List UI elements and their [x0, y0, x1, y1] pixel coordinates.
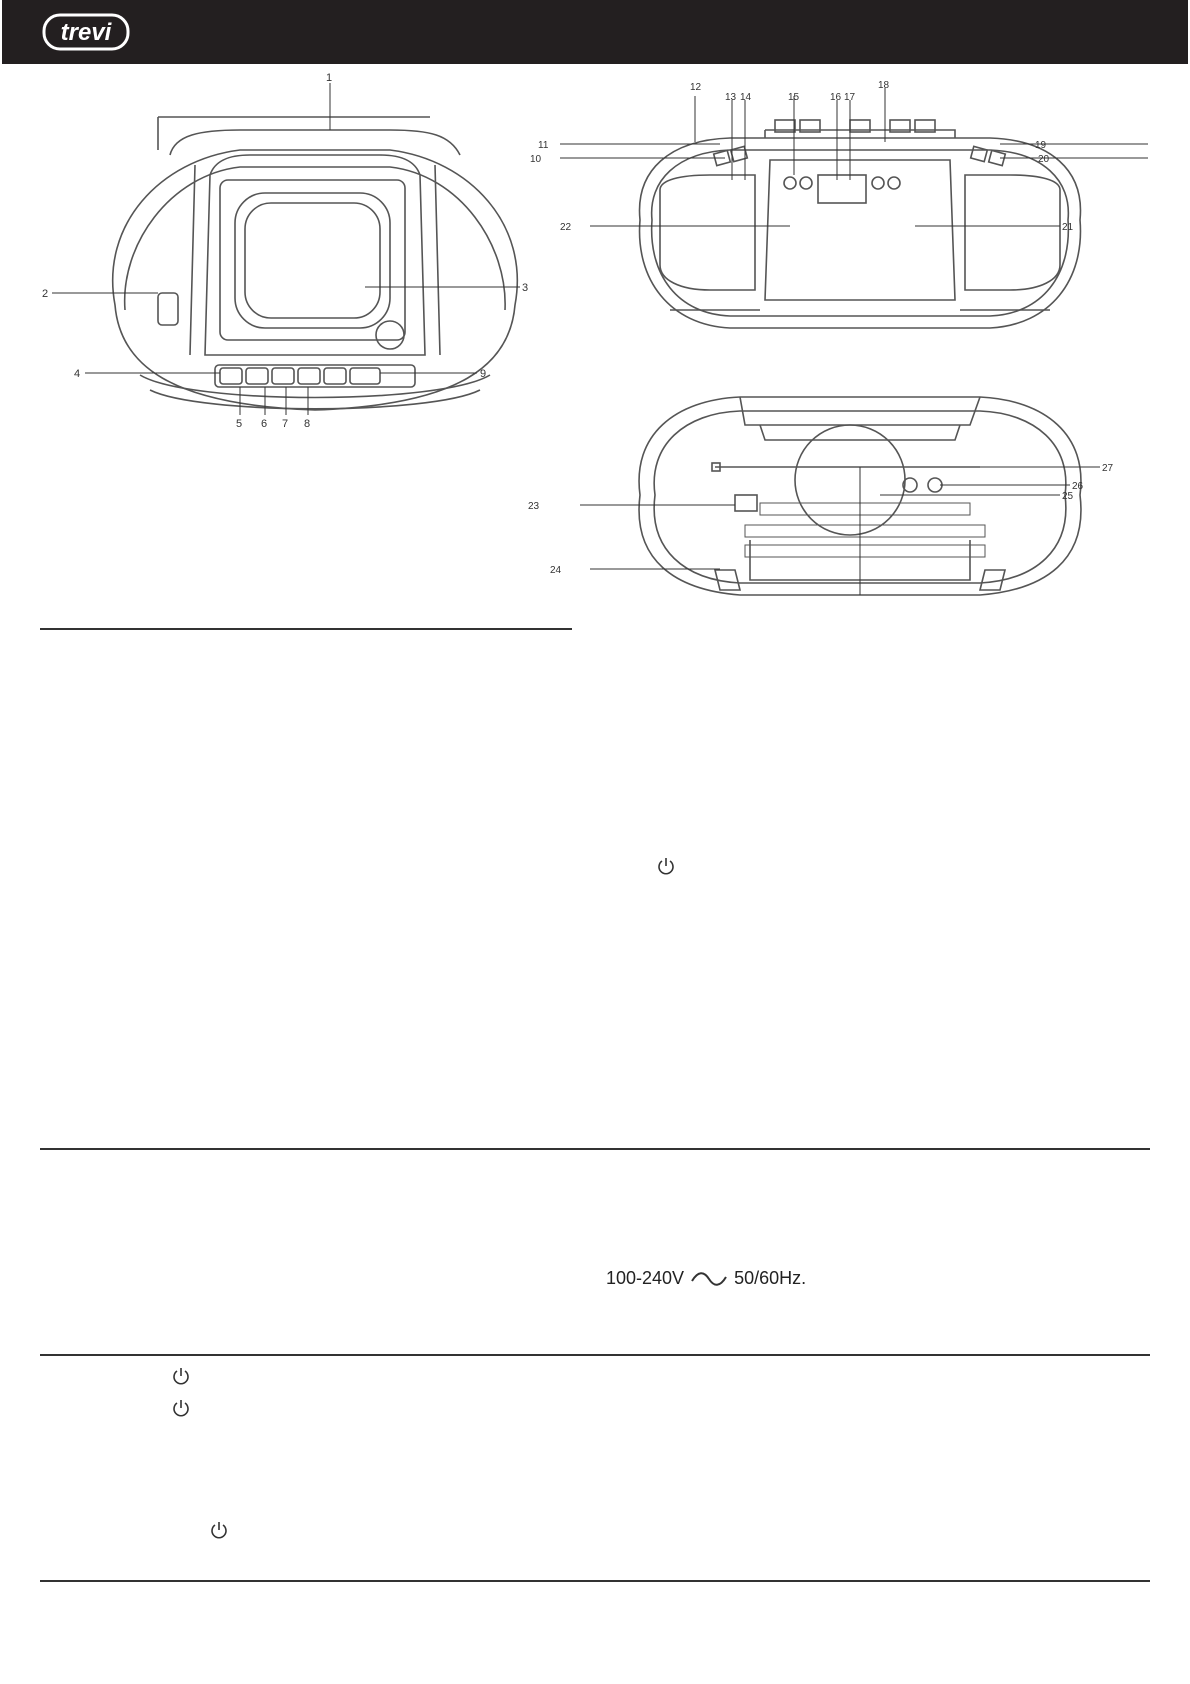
power-spec [606, 1268, 806, 1289]
callout-10: 10 [530, 154, 542, 165]
power-icon [209, 1520, 229, 1540]
callout-25: 25 [1062, 491, 1074, 502]
section-divider-1 [40, 628, 572, 630]
callout-11: 11 [538, 140, 549, 151]
trevi-logo [42, 12, 130, 52]
callout-17: 17 [844, 92, 856, 103]
figure-panel-view [530, 80, 1160, 350]
header-bar [2, 0, 1188, 64]
callout-5: 5 [236, 418, 243, 430]
section-divider-2 [40, 1148, 1150, 1150]
callout-15: 15 [788, 92, 800, 103]
power-icon [171, 1366, 191, 1386]
brand-name: trevi [60, 19, 112, 46]
power-icon [171, 1398, 191, 1418]
ac-wave-icon [690, 1269, 728, 1289]
callout-24: 24 [550, 565, 562, 576]
callout-27: 27 [1102, 463, 1114, 474]
callout-12: 12 [690, 82, 702, 93]
callout-1: 1 [326, 72, 333, 84]
callout-19: 19 [1035, 140, 1047, 151]
callout-7: 7 [282, 418, 289, 430]
section-divider-4 [40, 1580, 1150, 1582]
figure-front-view [40, 72, 570, 465]
callout-26: 26 [1072, 481, 1084, 492]
callout-23: 23 [528, 501, 540, 512]
callout-21: 21 [1062, 222, 1074, 233]
callout-8: 8 [304, 418, 311, 430]
callout-13: 13 [725, 92, 737, 103]
callout-2: 2 [42, 288, 49, 300]
power-icon [656, 856, 676, 876]
callout-22: 22 [560, 222, 572, 233]
callout-20: 20 [1038, 154, 1050, 165]
callout-4: 4 [74, 368, 81, 380]
callout-18: 18 [878, 80, 890, 91]
callout-3: 3 [522, 282, 529, 294]
callout-6: 6 [261, 418, 268, 430]
figure-back-view [528, 385, 1160, 610]
section-divider-3 [40, 1354, 1150, 1356]
callout-14: 14 [740, 92, 752, 103]
callout-9: 9 [480, 368, 487, 380]
frequency-text: 50/60Hz. [734, 1268, 807, 1288]
callout-16: 16 [830, 92, 842, 103]
voltage-text: 100-240V [606, 1268, 685, 1288]
